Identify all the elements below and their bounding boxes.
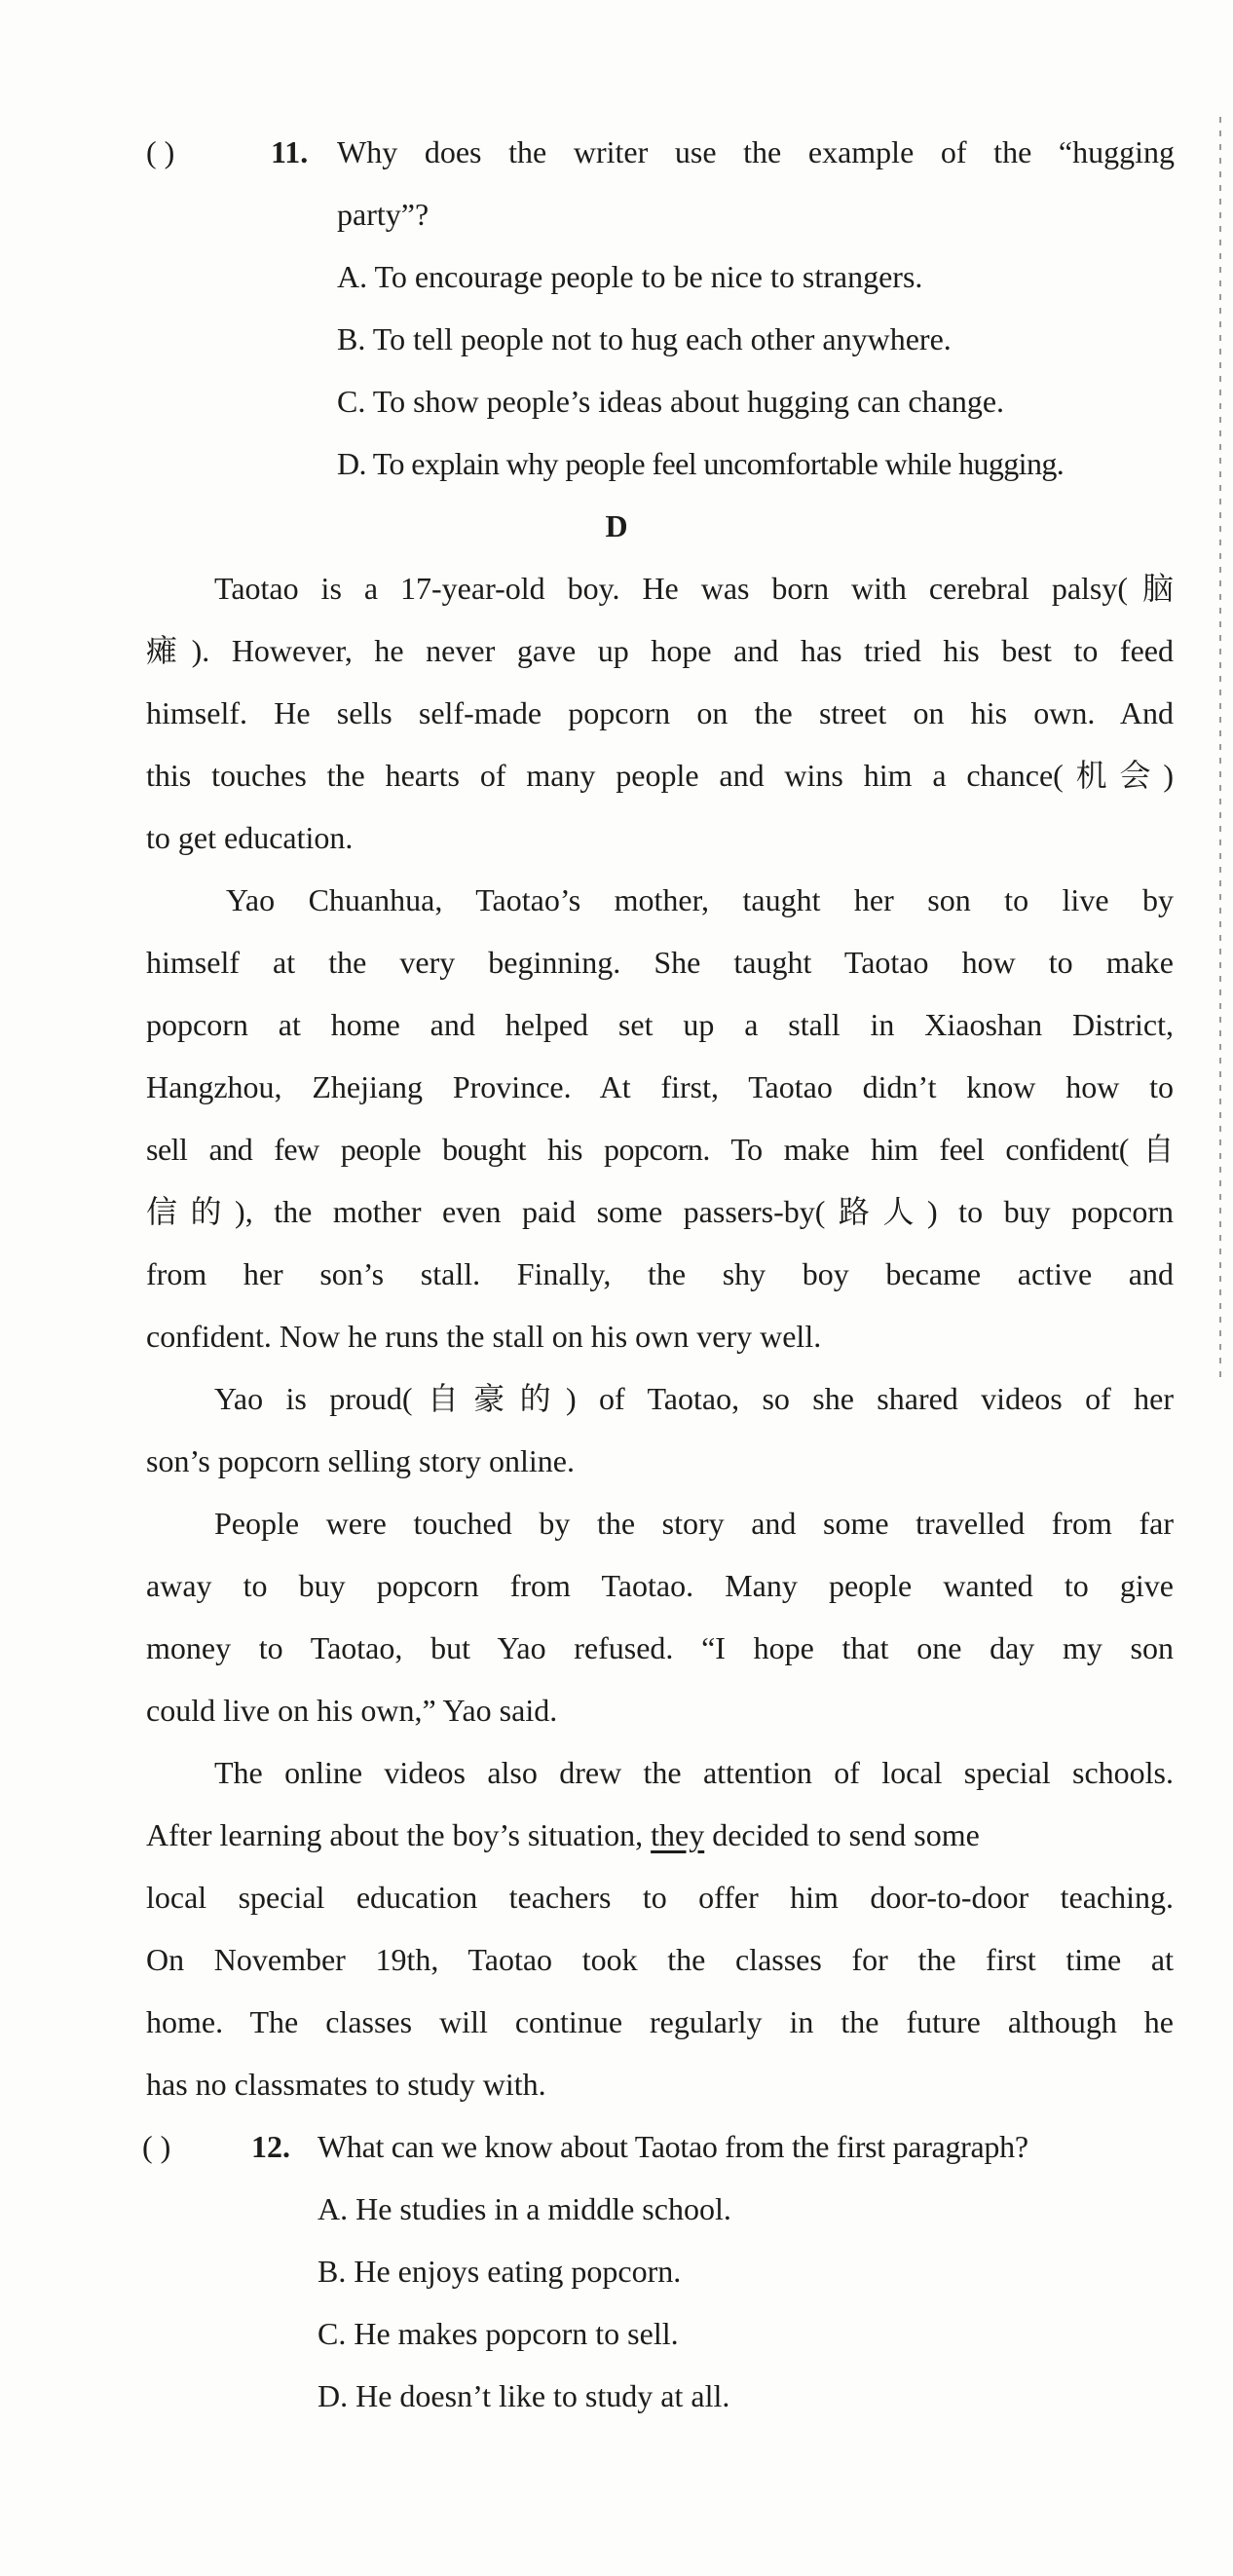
passage-line: Yao is proud(自豪的) of Taotao, so she shared videos of her — [214, 1381, 1174, 1416]
passage-line: home. The classes will continue regularly in the future although he — [146, 2004, 1174, 2039]
passage-line: this touches the hearts of many people and wins him a chance(机会) — [146, 758, 1174, 793]
passage-line: could live on his own,” Yao said. — [146, 1693, 558, 1728]
passage-line: sell and few people bought his popcorn. To make him feel confident(自 — [146, 1132, 1174, 1167]
page-edge-dashed-line — [1219, 117, 1221, 1383]
passage-line: to get education. — [146, 820, 354, 855]
passage-line: 信的), the mother even paid some passers-by(路人) to buy popcorn — [146, 1194, 1174, 1229]
passage-line: 瘫). However, he never gave up hope and has tried his best to feed — [146, 633, 1174, 668]
option-d[interactable]: D. He doesn’t like to study at all. — [318, 2378, 730, 2413]
underlined-word: they — [651, 1817, 705, 1852]
option-c[interactable]: C. He makes popcorn to sell. — [318, 2316, 679, 2351]
passage-line: local special education teachers to offer him door-to-door teaching. — [146, 1880, 1174, 1915]
option-b[interactable]: B. He enjoys eating popcorn. — [318, 2254, 682, 2289]
answer-blank[interactable]: ( ) — [142, 2129, 171, 2164]
section-heading: D — [605, 508, 628, 543]
passage-line: from her son’s stall. Finally, the shy boy became active and — [146, 1256, 1174, 1291]
passage-line: People were touched by the story and some travelled from far — [214, 1506, 1174, 1541]
question-number: 11. — [271, 134, 309, 169]
question-stem-line: Why does the writer use the example of the “hugging — [337, 134, 1175, 169]
passage-line: On November 19th, Taotao took the classes for the first time at — [146, 1942, 1174, 1977]
option-b[interactable]: B. To tell people not to hug each other anywhere. — [337, 321, 952, 356]
passage-line: Hangzhou, Zhejiang Province. At first, Taotao didn’t know how to — [146, 1069, 1174, 1104]
passage-line: son’s popcorn selling story online. — [146, 1443, 575, 1478]
passage-text: After learning about the boy’s situation, — [146, 1817, 652, 1852]
passage-line-with-underline — [146, 1815, 1174, 1854]
question-number: 12. — [251, 2129, 290, 2164]
question-stem-line: party”? — [337, 197, 430, 232]
option-a[interactable]: A. He studies in a middle school. — [318, 2191, 731, 2226]
option-a[interactable]: A. To encourage people to be nice to strangers. — [337, 259, 923, 294]
passage-line: himself at the very beginning. She taught Taotao how to make — [146, 945, 1174, 980]
question-stem: What can we know about Taotao from the first paragraph? — [318, 2129, 1028, 2164]
passage-line: Taotao is a 17-year-old boy. He was born with cerebral palsy(脑 — [214, 571, 1174, 606]
passage-text: decided to send some — [704, 1817, 980, 1852]
passage-line: money to Taotao, but Yao refused. “I hope that one day my son — [146, 1630, 1174, 1665]
passage-line: away to buy popcorn from Taotao. Many people wanted to give — [146, 1568, 1174, 1603]
passage-line: himself. He sells self-made popcorn on the street on his own. And — [146, 695, 1174, 730]
passage-line: The online videos also drew the attention of local special schools. — [214, 1755, 1174, 1790]
option-c[interactable]: C. To show people’s ideas about hugging can change. — [337, 384, 1005, 419]
passage-line: has no classmates to study with. — [146, 2067, 546, 2102]
passage-line: Yao Chuanhua, Taotao’s mother, taught her son to live by — [226, 882, 1174, 917]
passage-line: confident. Now he runs the stall on his own very well. — [146, 1319, 822, 1354]
option-d[interactable]: D. To explain why people feel uncomfortable while hugging. — [337, 446, 1065, 481]
passage-line: popcorn at home and helped set up a stall in Xiaoshan District, — [146, 1007, 1174, 1042]
answer-blank[interactable]: ( ) — [146, 134, 175, 169]
